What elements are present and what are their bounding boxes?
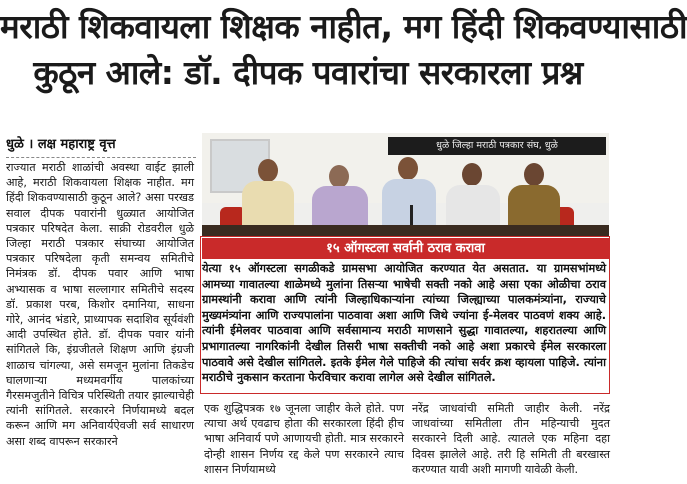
photo-microphone xyxy=(410,205,413,227)
callout-heading: १५ ऑगस्टला सर्वानी ठराव करावा xyxy=(202,238,609,259)
article-column-right: नरेंद्र जाधवांची समिती जाहीर केली. नरेंद्र जाधवांच्या समितीला तीन महिन्याची मुदत सरकारने दिली आहे. त्यातले एक महिना दहा दिवस झालेले आहे. तरी हि समिती ती बरखास्त करण्यात यावी अशी मागणी यावेळी केली. xyxy=(412,402,610,476)
headline xyxy=(0,4,687,96)
article-column-middle: एक शुद्धिपत्रक १७ जूनला जाहीर केले होते. पण त्याचा अर्थ एवढाच होता की सरकारला हिंदी हीच भाषा अनिवार्य पणे आणायची होती. मात्र सरकारने दोन्ही शासन निर्णय रद्द केले पण सरकारने त्याच शासन निर्णयामध्ये xyxy=(204,402,404,476)
headline-line-2: कुठून आले: डॉ. दीपक पवारांचा सरकारला प्रश्न xyxy=(33,53,583,92)
dateline-divider xyxy=(6,157,196,158)
callout-text: येत्या १५ ऑगस्टला सगळीकडे ग्रामसभा आयोजित करण्यात येत असतात. या ग्रामसभांमध्ये आमच्या गावातल्या शाळेमध्ये मुलांना तिसऱ्या भाषेची सक्ती नको आहे असा एका ओळीचा ठराव ग्रामस्थांनी करावा आणि त्यांनी जिल्हाधिकाऱ्यांना त्यांच्या जिल्ह्याच्या पालकमंत्र्यांना, राज्याचे मुख्यमंत्र्यांना आणि राज्यपालांना पाठवावा अशा आणि जिथे ज्यांना ई-मेलवर पाठवणं शक्य आहे. त्यांनी ईमेलवर पाठवावा आणि सर्वसामान्य मराठी माणसाने सुद्धा गावातल्या, शहरातल्या आणि प्रभागातल्या नागरिकांनी देखील तिसरी भाषा सक्तीची नको आहे अशा प्रकारचे ईमेल सरकारला पाठवावे असे देखील सांगितले. इतके ईमेल गेले पाहिजे की त्यांचा सर्वर क्रश व्हायला पाहिजे. त्यांना मराठीचे नुकसान करताना फेरविचार करावा लागेल असे देखील सांगितले. xyxy=(202,262,606,385)
photo-banner: धुळे जिल्हा मराठी पत्रकार संघ, धुळे xyxy=(388,137,606,155)
article-column-left: राज्यात मराठी शाळांची अवस्था वाईट झाली आहे, मराठी शिकवायला शिक्षक नाहीत. मग हिंदी शिकवण्यासाठी कुठून आले? असा परखड सवाल दीपक पवारांनी धुळ्यात आयोजित पत्रकार परिषदेत केला. साक्री रोडवरील धुळे जिल्हा मराठी पत्रकार संघाच्या आयोजित पत्रकार परिषदेला कृती समन्वय समितीचे निमंत्रक डॉ. दीपक पवार आणि भाषा अभ्यासक व भाषा सल्लागार समितीचे सदस्य डॉ. प्रकाश परब, किशोर दमानिया, साधना गोरे, आनंद भंडारे, प्राध्यापक सदाशिव सूर्यवंशी आदी उपस्थित होते. डॉ. दीपक पवार यांनी सांगितले कि, इंग्रजीतले शिक्षण आणि इंग्रजी शाळाच चांगल्या, असे समजून मुलांना तिकडेच घालणाऱ्या मध्यमवर्गीय पालकांच्या गैरसमजुतीने विचित्र परिस्थिती तयार झाल्याचेही त्यांनी सांगितले. सरकारने निर्णयामध्ये बदल करून आणि मग अनिवार्यऐवजी सर्व साधारण असा शब्द वापरून सरकारने xyxy=(6,161,194,448)
press-conference-photo xyxy=(202,133,609,237)
dateline: धुळे । लक्ष महाराष्ट्र वृत्त xyxy=(6,137,116,152)
headline-line-1: मराठी शिकवायला शिक्षक नाहीत, मग हिंदी शिकवण्यासाठी xyxy=(0,7,687,46)
